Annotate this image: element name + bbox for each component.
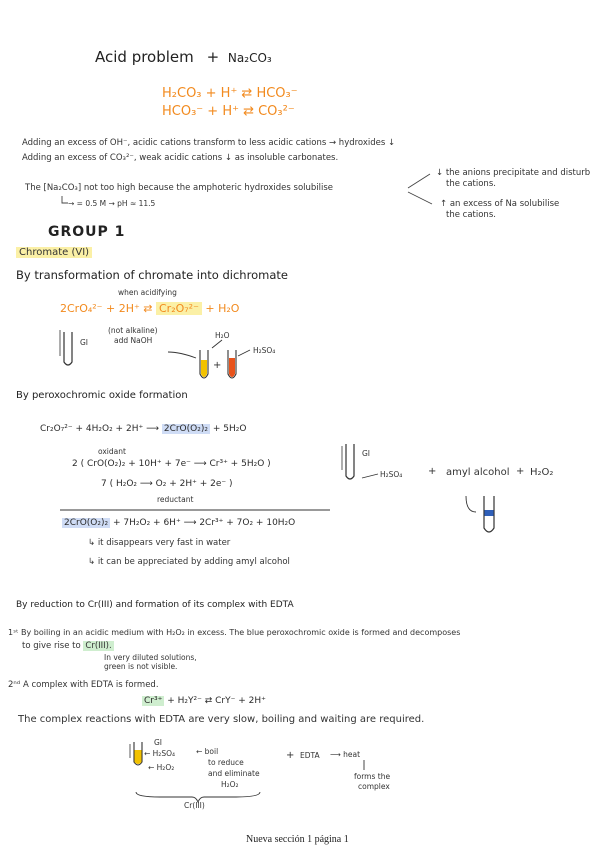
edta-label-h2so4: ← H₂SO₄ [144, 749, 175, 758]
dichromate-eq-left: 2CrO₄²⁻ + 2H⁺ ⇄ [60, 302, 153, 315]
edta-label-forms-1: forms the [354, 772, 391, 781]
conc-hook [62, 196, 68, 203]
tube-blue-icon [484, 496, 494, 532]
dichromate-label-h2so4: H₂SO₄ [253, 346, 276, 355]
edta-label-gi: GI [154, 738, 163, 747]
edta-step-1-highlight: Cr(III). [85, 641, 112, 651]
edta-heading: By reduction to Cr(III) and formation of its complex with EDTA [16, 600, 294, 610]
peroxo-label-plus-1: + [428, 466, 437, 477]
dichromate-label-h2o: H₂O [215, 331, 230, 340]
peroxo-sum-rest: + 7H₂O₂ + 6H⁺ ⟶ 2Cr³⁺ + 7O₂ + 10H₂O [113, 518, 296, 528]
edta-label-boil-1: ← boil [196, 747, 219, 756]
branch-up-1: ↑ an excess of Na solubilise [440, 199, 560, 209]
group-heading: GROUP 1 [48, 224, 126, 240]
peroxo-note-1: ↳ it disappears very fast in water [88, 538, 231, 548]
dichromate-eq-product: Cr₂O₇²⁻ [156, 302, 202, 315]
edta-label-h2o2: ← H₂O₂ [148, 763, 175, 772]
peroxo-eq1-product: 2CrO(O₂)₂ [163, 424, 208, 434]
branch-arrow-down [408, 174, 430, 188]
arrow-h2o [212, 340, 222, 348]
edta-step-1: 1ˢᵗ By boiling in an acidic medium with H₂O₂ in excess. The blue peroxochromic oxide is formed and decomposes [8, 628, 461, 637]
edta-tube-icon [130, 742, 142, 765]
dichromate-condition: when acidifying [118, 288, 177, 297]
edta-slow-note: The complex reactions with EDTA are very slow, boiling and waiting are required. [18, 714, 425, 725]
arrow-h2so4 [238, 350, 250, 356]
note-concentration-value: → = 0.5 M → pH ≈ 11.5 [68, 199, 156, 208]
branch-down-1: ↓ the anions precipitate and disturb [436, 168, 591, 178]
edta-label-boil-2: to reduce [208, 758, 244, 767]
edta-step-2: 2ⁿᵈ A complex with EDTA is formed. [8, 680, 159, 690]
peroxo-eq1-right: + 5H₂O [212, 424, 247, 434]
dichromate-heading: By transformation of chromate into dichromate [16, 268, 288, 282]
peroxo-heading: By peroxochromic oxide formation [16, 390, 188, 401]
peroxo-label-h2o2: H₂O₂ [530, 467, 554, 478]
edta-step-1-note-2: green is not visible. [104, 662, 178, 671]
peroxo-note-2: ↳ it can be appreciated by adding amyl alcohol [88, 557, 290, 567]
title-reagent: Na₂CO₃ [227, 51, 272, 65]
arrow-peroxo-h2so4 [362, 474, 378, 478]
dichromate-label-not-alkaline: (not alkaline) [108, 326, 158, 335]
branch-up-2: the cations. [446, 210, 496, 220]
peroxo-eq1-left: Cr₂O₇²⁻ + 4H₂O₂ + 2H⁺ ⟶ [40, 424, 159, 434]
edta-label-heat: ⟶ heat [330, 750, 361, 759]
page-footer: Nueva sección 1 página 1 [246, 834, 349, 845]
title-main: Acid problem [95, 48, 194, 66]
dichromate-eq-right: + H₂O [205, 302, 240, 315]
peroxo-label-gi: GI [362, 449, 371, 458]
tube-gi-icon [60, 330, 72, 365]
edta-label-boil-4: H₂O₂ [221, 780, 239, 789]
arrow-peroxo-result [466, 496, 476, 512]
edta-label-edta: EDTA [300, 751, 320, 760]
dichromate-label-plus: + [213, 360, 222, 371]
note-concentration: The [Na₂CO₃] not too high because the amphoteric hydroxides solubilise [25, 183, 334, 193]
peroxo-label-h2so4: H₂SO₄ [380, 470, 403, 479]
peroxo-reductant-label: reductant [157, 495, 194, 504]
chromate-label: Chromate (VI) [16, 247, 92, 258]
peroxo-label-plus-2: + [516, 466, 525, 477]
peroxo-tube-gi-icon [342, 444, 354, 479]
carbonate-eq-2: HCO₃⁻ + H⁺ ⇄ CO₃²⁻ [162, 104, 295, 119]
tube-yellow-icon [200, 350, 208, 378]
peroxo-label-amyl: amyl alcohol [446, 467, 510, 478]
note-hydroxides: Adding an excess of OH⁻, acidic cations transform to less acidic cations → hydroxides ↓ [22, 138, 396, 148]
edta-step-1b-text: to give rise to [22, 641, 81, 651]
title-plus: + [206, 48, 220, 66]
edta-eq-cr: Cr³⁺ [144, 696, 163, 706]
dichromate-label-add-naoh: add NaOH [114, 336, 153, 345]
edta-label-boil-3: and eliminate [208, 769, 260, 778]
carbonate-eq-1: H₂CO₃ + H⁺ ⇄ HCO₃⁻ [162, 86, 298, 101]
branch-arrow-up [408, 192, 432, 204]
note-carbonates: Adding an excess of CO₃²⁻, weak acidic cations ↓ as insoluble carbonates. [22, 153, 339, 163]
edta-label-plus: + [286, 750, 295, 761]
branch-down-2: the cations. [446, 179, 496, 189]
dichromate-label-gi: GI [80, 338, 89, 347]
edta-label-forms-2: complex [358, 782, 390, 791]
edta-eq-rest: + H₂Y²⁻ ⇄ CrY⁻ + 2H⁺ [167, 696, 266, 706]
peroxo-sum-product: 2CrO(O₂)₂ [64, 518, 109, 528]
edta-step-1-note-1: In very diluted solutions, [104, 653, 197, 662]
edta-brace-label: Cr(III) [184, 801, 205, 810]
peroxo-oxidant-label: oxidant [98, 447, 126, 456]
peroxo-half-2: 7 ( H₂O₂ ⟶ O₂ + 2H⁺ + 2e⁻ ) [101, 479, 233, 489]
peroxo-half-1: 2 ( CrO(O₂)₂ + 10H⁺ + 7e⁻ ⟶ Cr³⁺ + 5H₂O ) [72, 459, 271, 469]
tube-orange-icon [228, 350, 236, 378]
cr-iii-brace [136, 792, 260, 802]
arrow-to-tube [168, 352, 196, 358]
